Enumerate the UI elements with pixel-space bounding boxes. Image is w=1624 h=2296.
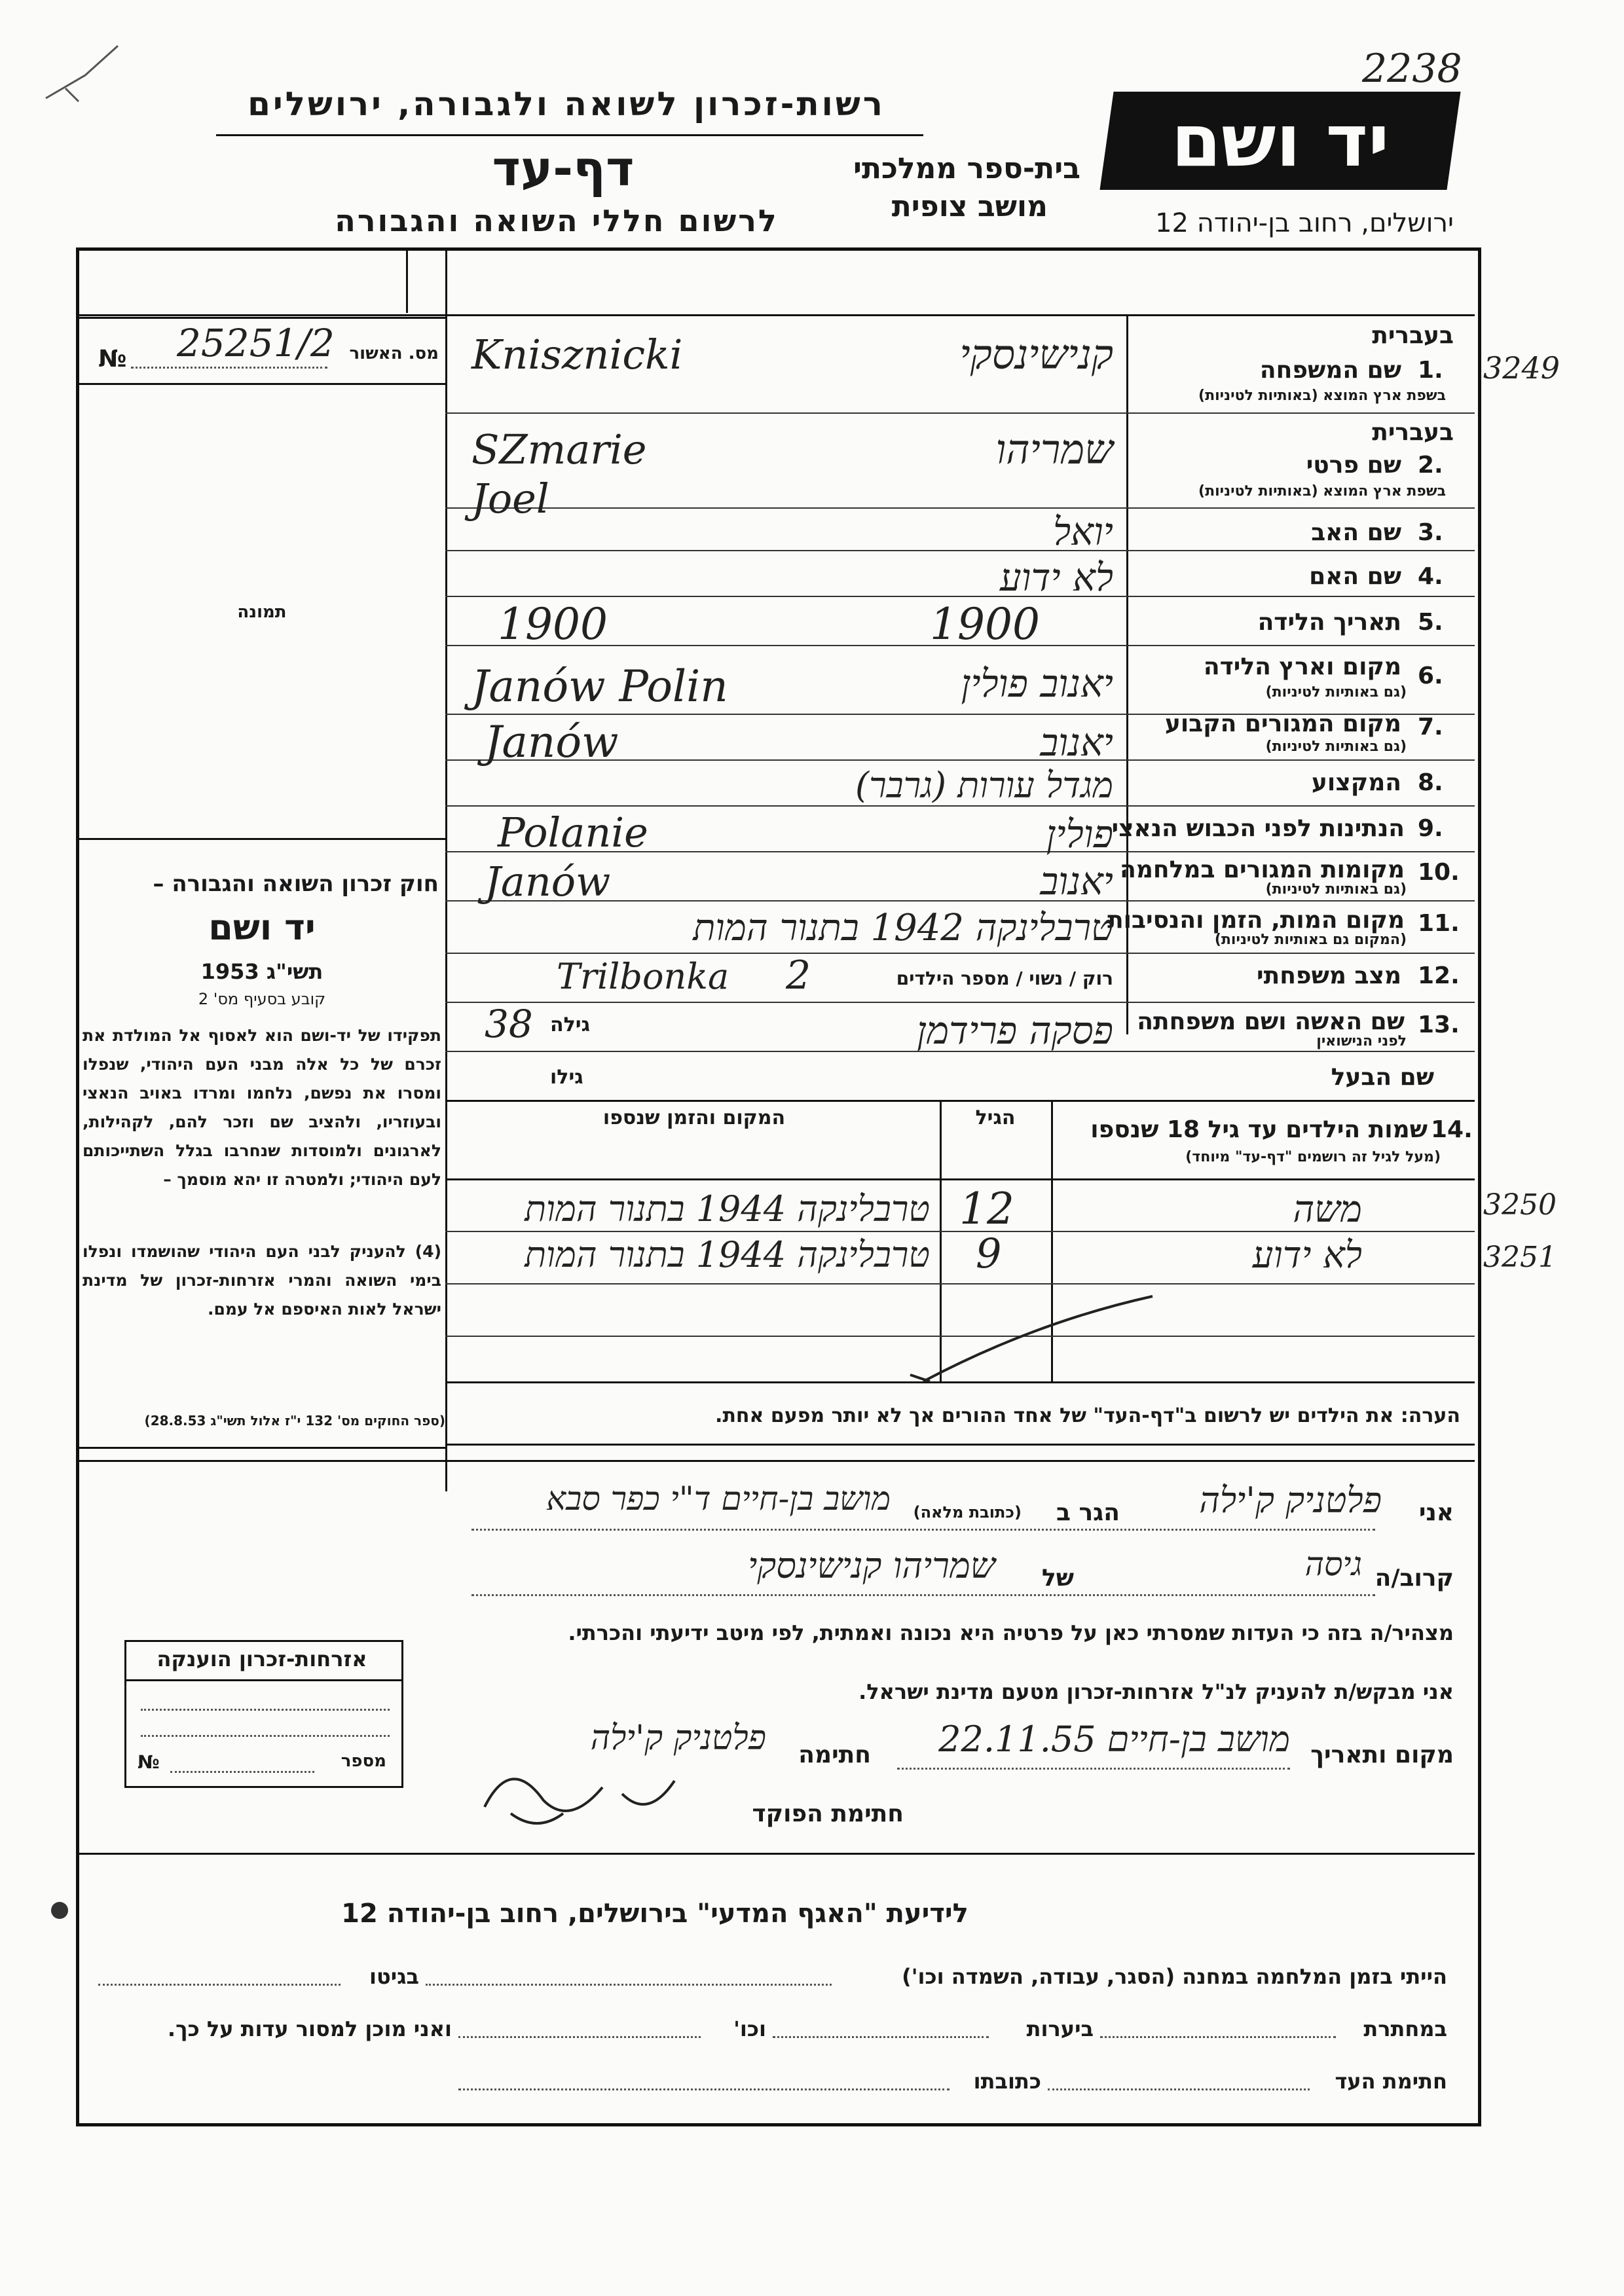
children-note: הערה: את הילדים יש לרשום ב"דף-העד" של אחד ההורים אך לא יותר מפעם אחת.	[715, 1404, 1460, 1427]
corner-check-mark	[39, 39, 124, 111]
field-sub-2: בשפת ארץ המוצא (באותיות לטיניות)	[1198, 483, 1446, 500]
declaration-statement: מצהיר/ה בזה כי העדות שמסרתי כאן על פרטיה היא נכונה ואמתית, לפי מיטב ידיעתי והכרתי.	[568, 1620, 1454, 1645]
family-status-latin: Trilbonka	[557, 956, 729, 997]
strikethrough-mark	[904, 1283, 1166, 1388]
field-label-husband: שם הבעל	[1331, 1064, 1434, 1091]
field-label-residence: מקום המגורים הקבוע	[1164, 710, 1401, 737]
field-label-citizenship: הנתינות לפני הכבוש הנאצי	[1111, 815, 1405, 842]
footer-line2-forests: ביערות	[1026, 2016, 1094, 2041]
field-num-6: 6.	[1418, 663, 1443, 689]
resides-label: הגר ב	[1056, 1499, 1120, 1526]
declarant-address: מושב בן-חיים ד"י כפר סבא	[546, 1480, 891, 1518]
child-1-place: טרבלינקה 1944 בתנור המות	[525, 1188, 930, 1230]
relation-value: גיסה	[1304, 1545, 1362, 1583]
wife-age: 38	[485, 1002, 533, 1046]
father-name-latin: Joel	[471, 475, 549, 522]
child-2-age: 9	[976, 1230, 1002, 1277]
occupation-hebrew: מגדל עורות (גרבר)	[855, 765, 1113, 806]
family-name-hebrew: קנישינסקי	[959, 331, 1113, 378]
footer-line1-camp: הייתי בזמן המלחמה במחנה (הסגר, עבודה, השמדה וכו')	[902, 1964, 1447, 1989]
child-1-age: 12	[959, 1184, 1014, 1234]
children-count: 2	[786, 953, 811, 998]
archive-number: 2238	[1362, 46, 1462, 92]
law-clause: קובע בסעיף מס' 2	[198, 990, 326, 1008]
field-num-9: 9.	[1418, 815, 1443, 842]
law-text-clause-4: (4) להעניק לבני העם היהודי שהושמדו ונפלו בימי השואה והמרי אזרחות-זכרון של מדינת ישראל לאות האיספם אל עמם.	[83, 1242, 441, 1319]
field-num-7: 7.	[1418, 714, 1443, 740]
children-col-age: הגיל	[975, 1106, 1016, 1129]
residence-latin: Janów	[485, 717, 619, 767]
field-num-11: 11.	[1418, 910, 1460, 937]
official-signature-label: חתימת הפוקד	[752, 1800, 904, 1827]
footer-line2-etc: וכו'	[733, 2016, 766, 2041]
law-source: (ספר החוקים מס' 132 י"ז אלול תשי"ג 28.8.53)	[144, 1413, 445, 1429]
place-date-label: מקום ותאריך	[1310, 1741, 1454, 1768]
margin-number-3249: 3249	[1483, 350, 1560, 386]
war-residence-hebrew: יאנוב	[1040, 859, 1113, 903]
record-number-value: 25251/2	[177, 321, 335, 365]
father-name-hebrew: יואל	[1053, 509, 1113, 554]
footer-line2-ready: ואני מוכן למסור עדות על כך.	[167, 2016, 452, 2041]
margin-number-3251: 3251	[1483, 1241, 1557, 1274]
form-subtitle: לרשום חללי השואה והגבורה	[335, 203, 779, 238]
field-num-13: 13.	[1418, 1011, 1460, 1038]
declaration-request: אני מבקש/ת להעניק לנ"ל אזרחות-זכרון מטעם מדינת ישראל.	[858, 1679, 1454, 1704]
signature-label: חתימה	[798, 1741, 871, 1768]
field-label-first-name: שם פרטי	[1306, 452, 1401, 479]
logo-text: יד ושם	[1171, 99, 1390, 183]
footer-witness-signature: חתימת העד	[1335, 2069, 1447, 2094]
field-num-3: 3.	[1418, 519, 1443, 546]
field-label-father: שם האב	[1311, 519, 1401, 546]
declaration-i-label: אני	[1418, 1499, 1454, 1526]
field-sub-7: (גם באותיות לטיניות)	[1265, 738, 1407, 755]
citizenship-number-mark: №	[138, 1751, 160, 1773]
authority-title: רשות-זכרון לשואה ולגבורה, ירושלים	[248, 85, 885, 123]
law-title: חוק זכרון השואה והגבורה –	[153, 871, 439, 897]
field-num-1: 1.	[1418, 357, 1443, 384]
child-2-name: לא ידוע	[1252, 1234, 1362, 1277]
family-status-options: רוק / נשוי / מספר הילדים	[896, 968, 1113, 989]
in-hebrew-label-1: בעברית	[1372, 322, 1454, 349]
address-hint: (כתובת מלאה)	[913, 1503, 1022, 1522]
form-title: דף-עד	[492, 141, 635, 197]
signature-flourish	[471, 1741, 733, 1833]
children-col-place: המקום והזמן שנספו	[602, 1106, 786, 1129]
residence-hebrew: יאנוב	[1040, 720, 1113, 765]
field-sub-11: (המקום גם באותיות לטיניות)	[1214, 932, 1407, 948]
citizenship-hebrew: פולין	[1046, 812, 1113, 856]
field-label-war-residence: מקומות המגורים במלחמה	[1120, 856, 1405, 883]
field-label-birth-place: מקום וארץ הלידה	[1203, 653, 1401, 680]
law-year: תשי"ג 1953	[200, 959, 323, 984]
birth-place-latin: Janów Polin	[471, 661, 728, 712]
field-label-family-status: מצב משפחתי	[1257, 962, 1401, 989]
in-hebrew-label-2: בעברית	[1372, 419, 1454, 446]
field-label-wife: שם האשה ושם משפחתה	[1137, 1008, 1405, 1035]
field-num-10: 10.	[1418, 859, 1460, 886]
children-section-sub: (מעל לגיל זה רושמים "דף-עד" מיוחד)	[1185, 1149, 1441, 1165]
wife-age-label: גילה	[550, 1013, 590, 1036]
birth-date-hebrew-side: 1900	[930, 599, 1040, 649]
footer-line1-ghetto: בגיטו	[369, 1964, 419, 1989]
relative-label: קרוב/ה	[1375, 1565, 1454, 1592]
husband-age-label: גילו	[550, 1066, 583, 1089]
field-label-mother: שם האם	[1309, 563, 1401, 590]
header-address: ירושלים, רחוב בן-יהודה 12	[1155, 208, 1454, 238]
field-num-5: 5.	[1418, 609, 1443, 636]
place-date-value: מושב בן-חיים 22.11.55	[938, 1719, 1290, 1760]
field-sub-6: (גם באותיות לטיניות)	[1265, 684, 1407, 701]
footer-address-label: כתובתו	[973, 2069, 1041, 2094]
field-sub-1: בשפת ארץ המוצא (באותיות לטיניות)	[1198, 388, 1446, 404]
field-label-birth-date: תאריך הלידה	[1257, 609, 1401, 636]
field-num-2: 2.	[1418, 452, 1443, 479]
field-sub-10: (גם באותיות לטיניות)	[1265, 881, 1407, 898]
first-name-latin: SZmarie	[471, 426, 647, 473]
margin-number-3250: 3250	[1483, 1188, 1557, 1222]
record-number-mark: №	[98, 346, 127, 373]
death-place-hebrew: טרבלינקה 1942 בתנור המות	[693, 907, 1113, 949]
field-num-4: 4.	[1418, 563, 1443, 590]
children-section-label: שמות הילדים עד גיל 18 שנספו	[1090, 1116, 1428, 1143]
relative-name: שמריהו קנישינסקי	[748, 1545, 995, 1586]
punch-hole	[51, 1902, 68, 1919]
declarant-signature: פלטניק ק'ילה	[590, 1719, 766, 1758]
child-1-name: משה	[1293, 1188, 1362, 1231]
citizenship-number-label: מספר	[341, 1751, 386, 1771]
field-label-occupation: המקצוע	[1311, 769, 1401, 796]
field-label-family-name: שם המשפחה	[1259, 357, 1401, 384]
of-label: של	[1041, 1565, 1074, 1592]
war-residence-latin: Janów	[485, 858, 611, 905]
field-label-death: מקום המות, הזמן והנסיבות	[1107, 907, 1405, 934]
photo-label: תמונה	[237, 602, 287, 622]
school-name: בית-ספר ממלכתי	[853, 152, 1080, 185]
law-logo: יד ושם	[208, 907, 316, 948]
footer-title: לידיעת "האגף המדעי" בירושלים, רחוב בן-יהודה 12	[341, 1899, 969, 1929]
record-number-label: מס. האשור	[349, 344, 439, 363]
citizenship-box-title: אזרחות-זכרון הוענקה	[157, 1647, 367, 1671]
field-num-8: 8.	[1418, 769, 1443, 796]
birth-place-hebrew: יאנוב פולין	[961, 661, 1113, 706]
birth-date-latin: 1900	[498, 599, 608, 649]
declarant-name: פלטניק ק'ילה	[1199, 1480, 1382, 1521]
first-name-hebrew: שמריהו	[995, 426, 1113, 473]
family-name-latin: Knisznicki	[471, 331, 683, 378]
wife-name-hebrew: פסקה פרידמן	[916, 1008, 1113, 1053]
field-num-14: 14.	[1431, 1116, 1473, 1143]
footer-line2-underground: במחתרת	[1363, 2016, 1447, 2041]
field-num-12: 12.	[1418, 962, 1460, 989]
child-2-place: טרבלינקה 1944 בתנור המות	[525, 1234, 930, 1275]
mother-name-hebrew: לא ידוע	[999, 555, 1113, 600]
citizenship-latin: Polanie	[498, 809, 648, 856]
law-text: תפקידו של יד-ושם הוא לאסוף אל המולדת את זכרם של כל אלה מבני העם היהודי, שנפלו ומסרו את נפשם, נלחמו ומרדו באויב הנאצי ובעוזריו, ולהציב שם וזכר להם, לקהילות, לארגונים ולמוסדות שנחרבו בגלל השתייכותם לעם היהודי; ולמטרה זו יהא מוסמך –	[83, 1026, 441, 1189]
field-sub-13: לפני הנישואין	[1316, 1033, 1407, 1049]
school-location: מושב צופית	[891, 190, 1048, 223]
